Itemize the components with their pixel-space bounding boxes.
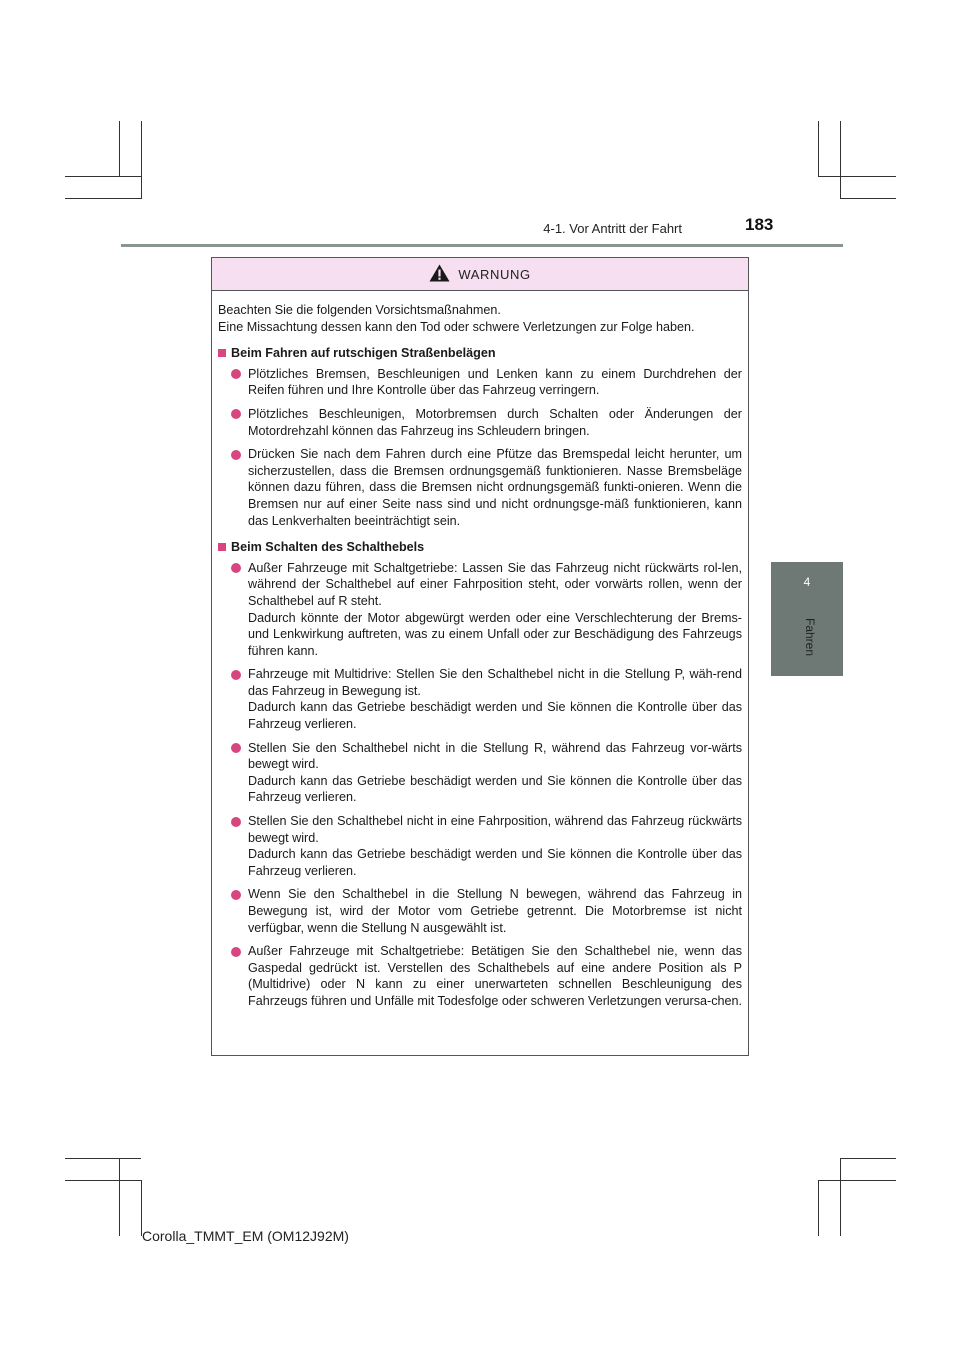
- warning-title: WARNUNG: [458, 266, 531, 282]
- crop-mark: [818, 1180, 896, 1181]
- chapter-tab-number: 4: [803, 575, 811, 589]
- crop-mark: [65, 176, 141, 177]
- round-bullet-icon: [231, 409, 241, 419]
- intro-line: Beachten Sie die folgenden Vorsichtsmaßnahmen.: [218, 303, 501, 317]
- crop-mark: [65, 198, 141, 199]
- crop-mark: [119, 121, 120, 177]
- square-bullet-icon: [218, 543, 226, 551]
- section-title: 4-1. Vor Antritt der Fahrt: [543, 221, 682, 236]
- item-text: Stellen Sie den Schalthebel nicht in eine Fahrposition, während das Fahrzeug rückwärts bewegt wird.: [248, 814, 742, 845]
- list-item: [218, 813, 742, 879]
- manual-id: Corolla_TMMT_EM (OM12J92M): [142, 1228, 349, 1244]
- round-bullet-icon: [231, 369, 241, 379]
- list-item: [218, 740, 742, 806]
- crop-mark: [65, 1158, 141, 1159]
- list-item: [218, 886, 742, 936]
- list-item: [218, 560, 742, 660]
- item-text: Außer Fahrzeuge mit Schaltgetriebe: Lassen Sie das Fahrzeug nicht rückwärts rol-len, während der Schalthebel auf einer Fahrposition steht, oder vorwärts rollen, wenn der Schalthebel auf R steht.: [248, 560, 742, 608]
- round-bullet-icon: [231, 890, 241, 900]
- list-item: [218, 366, 742, 399]
- section-heading: [218, 539, 742, 556]
- warning-header: [212, 258, 748, 291]
- round-bullet-icon: [231, 817, 241, 827]
- item-text: Stellen Sie den Schalthebel nicht in die Stellung R, während das Fahrzeug vor-wärts bewegt wird.: [248, 740, 742, 772]
- list-item: [218, 446, 742, 529]
- header-rule: [121, 244, 843, 247]
- warning-box: [211, 257, 749, 1056]
- crop-mark: [65, 1180, 141, 1181]
- item-text: Plötzliches Bremsen, Beschleunigen und Lenken kann zu einem Durchdrehen der Reifen führen und Ihre Kontrolle über das Fahrzeug verringern.: [248, 366, 742, 398]
- crop-mark: [141, 121, 142, 199]
- square-bullet-icon: [218, 349, 226, 357]
- item-text: Dadurch kann das Getriebe beschädigt werden und Sie können die Kontrolle über das Fahrzeug verlieren.: [248, 700, 742, 732]
- section-heading: [218, 345, 742, 362]
- crop-mark: [840, 121, 841, 199]
- page-number: 183: [745, 215, 774, 234]
- list-item: [218, 406, 742, 439]
- item-text: Plötzliches Beschleunigen, Motorbremsen durch Schalten oder Änderungen der Motordrehzahl können das Fahrzeug ins Schleudern bringen.: [248, 406, 742, 438]
- crop-mark: [840, 198, 896, 199]
- round-bullet-icon: [231, 563, 241, 573]
- item-text: Dadurch kann das Getriebe beschädigt werden und Sie können die Kontrolle über das Fahrzeug verlieren.: [248, 847, 742, 878]
- warning-body: [212, 291, 748, 1010]
- list-item: [218, 943, 742, 1009]
- intro-line: Eine Missachtung dessen kann den Tod oder schwere Verletzungen zur Folge haben.: [218, 319, 695, 334]
- list-item: [218, 666, 742, 732]
- item-text: Wenn Sie den Schalthebel in die Stellung N bewegen, während das Fahrzeug in Bewegung ist, wird der Motor vom Getriebe getrennt. Die Motorbremse ist nicht verfügbar, wenn die Stellung N ausgewählt ist.: [248, 887, 742, 935]
- section-heading-text: Beim Schalten des Schalthebels: [231, 540, 425, 555]
- crop-mark: [818, 121, 819, 177]
- crop-mark: [818, 176, 896, 177]
- round-bullet-icon: [231, 947, 241, 957]
- warning-triangle-icon: [429, 266, 450, 282]
- round-bullet-icon: [231, 670, 241, 680]
- item-text: Dadurch kann das Getriebe beschädigt werden und Sie können die Kontrolle über das Fahrzeug verlieren.: [248, 773, 742, 805]
- crop-mark: [840, 1158, 896, 1159]
- item-text: Außer Fahrzeuge mit Schaltgetriebe: Betätigen Sie den Schalthebel nie, wenn das Gaspedal gedrückt ist. Verstellen des Schalthebels auf eine andere Position als P (Multidrive) oder N kann zu einer unerwarteten schnellen Beschleunigung des Fahrzeugs führen und Unfälle mit Todesfolge oder schweren Verletzungen verursa-chen.: [248, 944, 743, 1008]
- item-text: Dadurch könnte der Motor abgewürgt werden oder eine Verschlechterung der Brems- und Lenkwirkung auftreten, was zu einem Unfall oder zur Beschädigung des Fahrzeugs führen kann.: [248, 610, 742, 658]
- round-bullet-icon: [231, 450, 241, 460]
- item-text: Fahrzeuge mit Multidrive: Stellen Sie den Schalthebel nicht in die Stellung P, wäh-rend das Fahrzeug in Bewegung ist.: [248, 667, 742, 698]
- round-bullet-icon: [231, 743, 241, 753]
- warning-intro: [218, 302, 742, 335]
- crop-mark: [119, 1158, 120, 1236]
- chapter-tab-label: Fahren: [803, 617, 817, 657]
- item-text: Drücken Sie nach dem Fahren durch eine Pfütze das Bremspedal leicht herunter, um sicherzustellen, dass die Bremsen ordnungsgemäß funktionieren. Nasse Bremsbeläge können dazu führen, dass die Bremsen nicht ordnungsgemäß funkti-onieren. Wenn die Bremsen nur auf einer Seite nass sind und nicht ordnungsge-mäß funktionieren, kann das Lenkverhalten beeinträchtigt sein.: [248, 447, 742, 528]
- section-heading-text: Beim Fahren auf rutschigen Straßenbelägen: [231, 346, 496, 361]
- crop-mark: [818, 1180, 819, 1236]
- crop-mark: [840, 1158, 841, 1236]
